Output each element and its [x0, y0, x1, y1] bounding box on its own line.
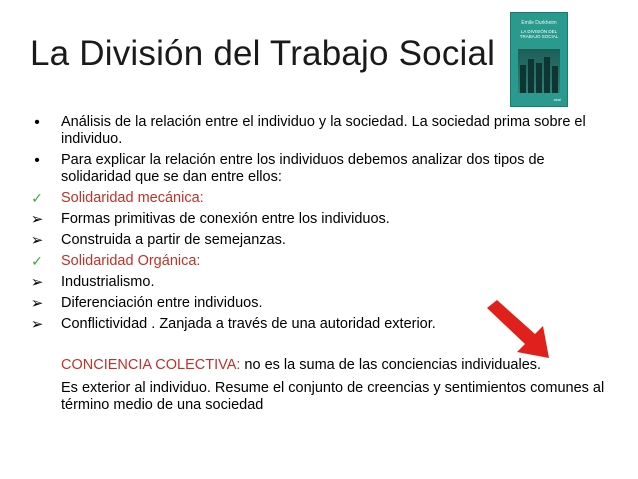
arrow-bullet-icon: ➢ — [30, 295, 44, 312]
bullet-item — [28, 274, 608, 291]
book-cover-image — [510, 12, 568, 107]
arrow-bullet-icon: ➢ — [30, 211, 44, 228]
bullet-item — [28, 253, 608, 270]
slide-title: La División del Trabajo Social — [30, 34, 496, 73]
bullet-text: Para explicar la relación entre los individuos debemos analizar dos tipos de solidaridad que se dan entre ellos: — [61, 152, 545, 185]
checkmark-icon: ✓ — [31, 190, 43, 206]
book-cover-photo — [518, 49, 560, 93]
arrow-bullet-icon: ➢ — [30, 274, 44, 291]
conciencia-colectiva-text: no es la suma de las conciencias individuales. — [240, 357, 542, 373]
book-publisher: akal — [553, 97, 561, 102]
book-title-line: TRABAJO SOCIAL — [519, 34, 559, 39]
bullet-text: Diferenciación entre individuos. — [61, 295, 263, 311]
bullet-text: Construida a partir de semejanzas. — [61, 232, 286, 248]
bullet-text: Análisis de la relación entre el individuo y la sociedad. La sociedad prima sobre el individuo. — [61, 114, 586, 147]
bullet-text: Industrialismo. — [61, 274, 155, 290]
bullet-item — [28, 211, 608, 228]
bullet-icon: • — [34, 152, 40, 169]
bullet-item — [28, 232, 608, 249]
red-arrow-shape — [487, 300, 549, 358]
red-arrow-icon — [483, 298, 559, 362]
bullet-item — [28, 190, 608, 207]
book-title-line: LA DIVISIÓN DEL — [520, 29, 558, 34]
book-title — [511, 29, 567, 39]
bullet-text: Solidaridad mecánica: — [61, 190, 204, 206]
bullet-text: Solidaridad Orgánica: — [61, 253, 201, 269]
arrow-bullet-icon: ➢ — [30, 232, 44, 249]
conciencia-colectiva-label: CONCIENCIA COLECTIVA: — [61, 357, 241, 373]
bullet-text: Conflictividad . Zanjada a través de una autoridad exterior. — [61, 316, 436, 332]
bullet-item — [28, 152, 608, 186]
bullet-text: Formas primitivas de conexión entre los individuos. — [61, 211, 390, 227]
book-author: Emile Durkheim — [521, 20, 557, 26]
bullet-item — [28, 114, 608, 148]
summary-paragraph: Es exterior al individuo. Resume el conjunto de creencias y sentimientos comunes al término medio de una sociedad — [61, 380, 605, 413]
checkmark-icon: ✓ — [31, 253, 43, 269]
arrow-bullet-icon: ➢ — [30, 316, 44, 333]
bullet-icon: • — [34, 114, 40, 131]
